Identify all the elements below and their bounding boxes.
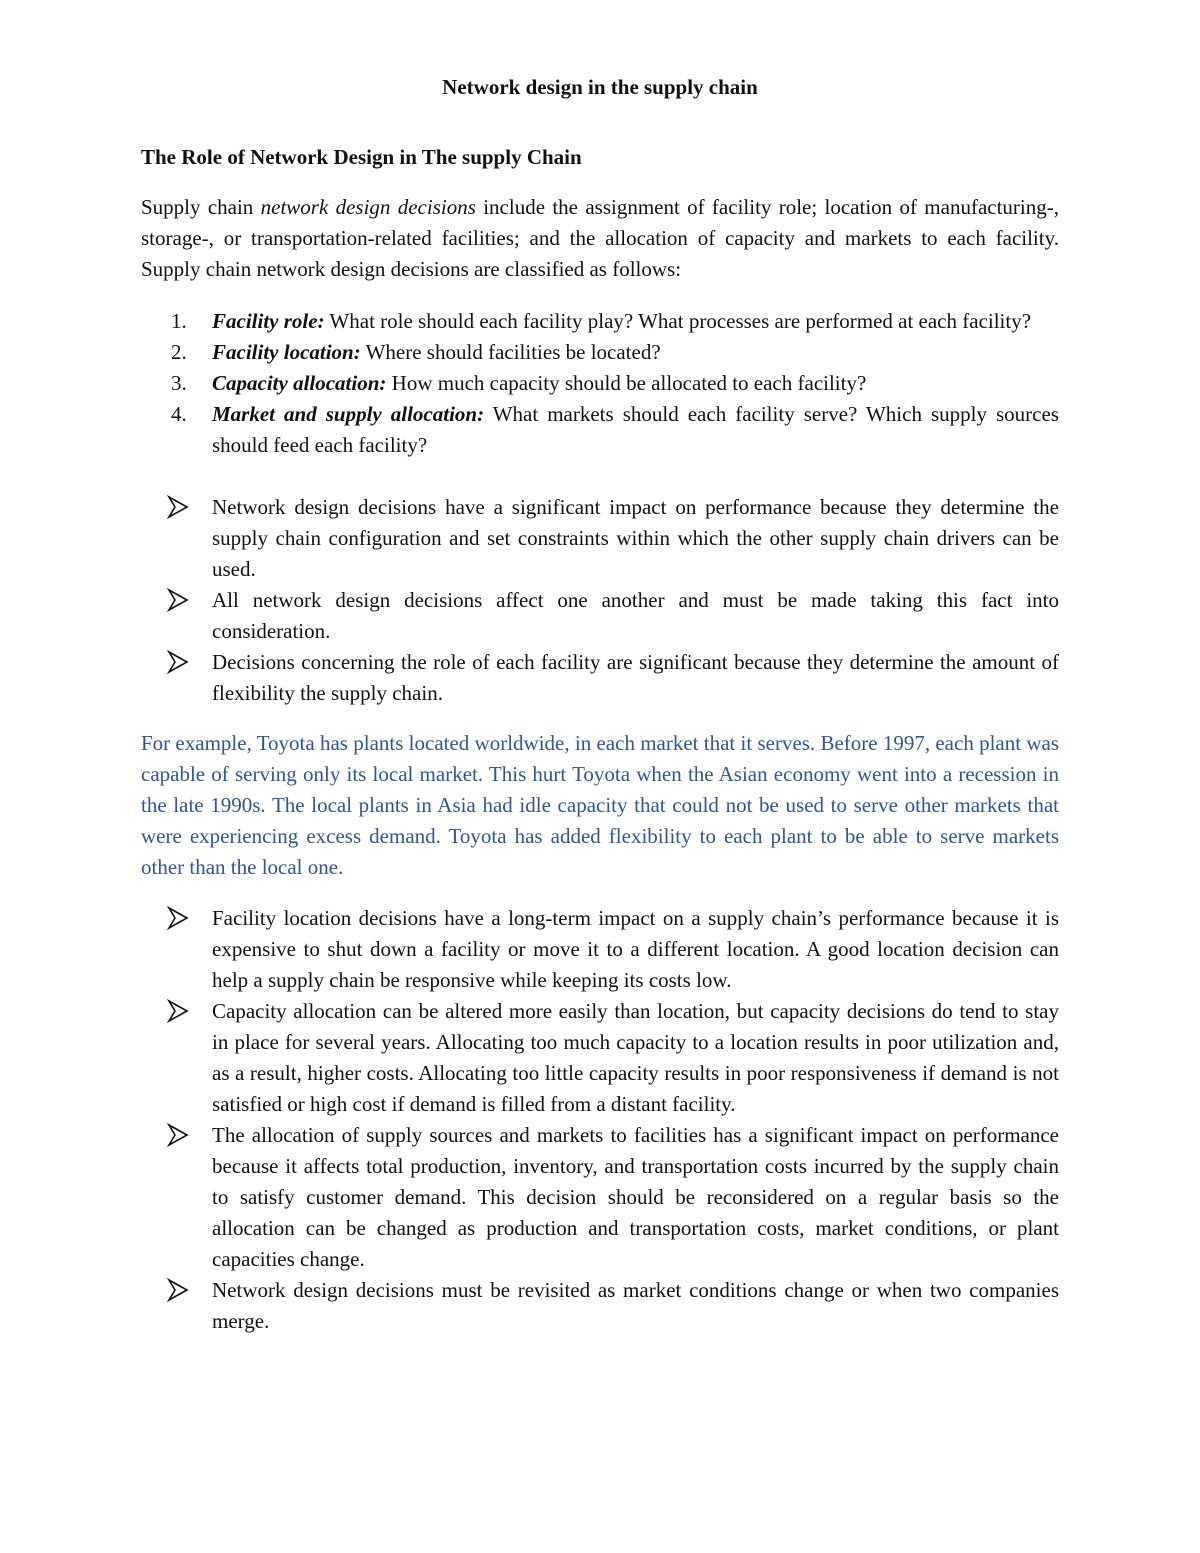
bullet-text: Decisions concerning the role of each facility are significant because they determine the amount of flexibility the supply chain. bbox=[212, 650, 1059, 705]
bullet-text: The allocation of supply sources and markets to facilities has a significant impact on performance because it affects total production, inventory, and transportation costs incurred by the supply chain to satisfy customer demand. This decision should be reconsidered on a regular basis so the allocation can be changed as production and transportation costs, market conditions, or plant capacities change. bbox=[212, 1123, 1059, 1271]
bullet-item bbox=[141, 585, 1059, 647]
list-text: What role should each facility play? What processes are performed at each facility? bbox=[324, 309, 1032, 333]
list-item bbox=[141, 337, 1059, 368]
arrow-bullet-icon bbox=[167, 1278, 189, 1302]
list-text: Where should facilities be located? bbox=[360, 340, 661, 364]
arrow-bullet-icon bbox=[167, 495, 189, 519]
bullet-text: Capacity allocation can be altered more easily than location, but capacity decisions do tend to stay in place for several years. Allocating too much capacity to a location results in poor utilization and, as a result, higher costs. Allocating too little capacity results in poor responsiveness if demand is not satisfied or high cost if demand is filled from a distant facility. bbox=[212, 999, 1059, 1116]
arrow-bullet-icon bbox=[167, 588, 189, 612]
bullet-item bbox=[141, 647, 1059, 709]
numbered-list bbox=[141, 306, 1059, 461]
bullet-item bbox=[141, 1120, 1059, 1275]
bullet-list-one bbox=[141, 492, 1059, 709]
list-term: Market and supply allocation: bbox=[212, 402, 485, 426]
arrow-bullet-icon bbox=[167, 1123, 189, 1147]
list-number: 3. bbox=[171, 371, 187, 395]
list-term: Facility role: bbox=[212, 309, 325, 333]
list-item bbox=[141, 306, 1059, 337]
list-item bbox=[141, 399, 1059, 461]
section-heading: The Role of Network Design in The supply Chain bbox=[141, 145, 582, 169]
list-number: 4. bbox=[171, 402, 187, 426]
list-number: 2. bbox=[171, 340, 187, 364]
toyota-example-paragraph: For example, Toyota has plants located worldwide, in each market that it serves. Before 1997, each plant was capable of serving only its local market. This hurt Toyota when the Asian economy went into a recession in the late 1990s. The local plants in Asia had idle capacity that could not be used to serve other markets that were experiencing excess demand. Toyota has added flexibility to each plant to be able to serve markets other than the local one. bbox=[141, 731, 1059, 879]
intro-text-before: Supply chain bbox=[141, 195, 261, 219]
intro-italic-term: network design decisions bbox=[260, 195, 476, 219]
bullet-item bbox=[141, 996, 1059, 1120]
bullet-item bbox=[141, 1275, 1059, 1337]
bullet-list-two bbox=[141, 903, 1059, 1337]
bullet-item bbox=[141, 492, 1059, 585]
list-item bbox=[141, 368, 1059, 399]
list-term: Facility location: bbox=[212, 340, 361, 364]
arrow-bullet-icon bbox=[167, 906, 189, 930]
bullet-item bbox=[141, 903, 1059, 996]
list-term: Capacity allocation: bbox=[212, 371, 387, 395]
bullet-text: Network design decisions have a significant impact on performance because they determine the supply chain configuration and set constraints within which the other supply chain drivers can be used. bbox=[212, 495, 1059, 581]
bullet-text: Network design decisions must be revisited as market conditions change or when two companies merge. bbox=[212, 1278, 1059, 1333]
document-title: Network design in the supply chain bbox=[442, 75, 758, 99]
bullet-text: Facility location decisions have a long-term impact on a supply chain’s performance because it is expensive to shut down a facility or move it to a different location. A good location decision can help a supply chain be responsive while keeping its costs low. bbox=[212, 906, 1059, 992]
bullet-text: All network design decisions affect one another and must be made taking this fact into consideration. bbox=[212, 588, 1059, 643]
arrow-bullet-icon bbox=[167, 999, 189, 1023]
list-text: What markets should each facility serve? Which supply sources should feed each facility? bbox=[212, 402, 1059, 457]
list-number: 1. bbox=[171, 309, 187, 333]
arrow-bullet-icon bbox=[167, 650, 189, 674]
list-text: How much capacity should be allocated to each facility? bbox=[386, 371, 867, 395]
intro-text-after: include the assignment of facility role; location of manufacturing-, storage-, or transportation-related facilities; and the allocation of capacity and markets to each facility. Supply chain network design decisions are classified as follows: bbox=[141, 195, 1059, 281]
intro-paragraph bbox=[141, 192, 1059, 285]
